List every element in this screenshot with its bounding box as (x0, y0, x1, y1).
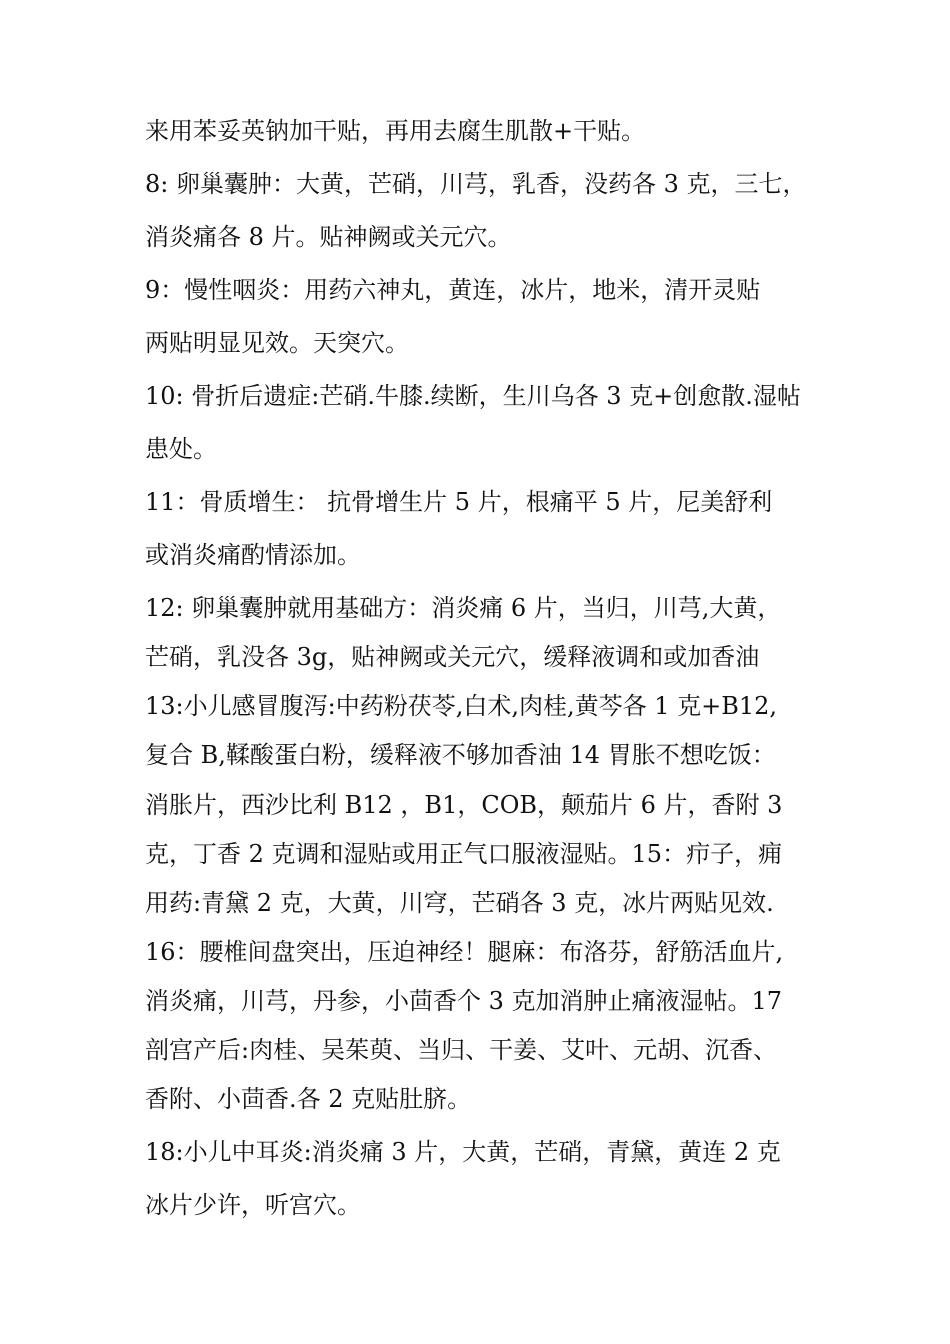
text-line: 消胀片，西沙比利 B12 ，B1，COB，颠茄片 6 片，香附 3 (145, 791, 783, 819)
text-line: 来用苯妥英钠加干贴，再用去腐生肌散+干贴。 (145, 117, 646, 145)
text-line: 芒硝，乳没各 3g，贴神阙或关元穴，缓释液调和或加香油 (145, 643, 760, 671)
text-line: 患处。 (145, 435, 217, 463)
text-line: 复合 B,鞣酸蛋白粉，缓释液不够加香油 14 胃胀不想吃饭： (145, 741, 776, 769)
text-line: 12: 卵巢囊肿就用基础方：消炎痛 6 片，当归，川芎,大黄， (145, 594, 782, 622)
text-line: 消炎痛，川芎，丹参，小茴香个 3 克加消肿止痛液湿帖。17 (145, 987, 783, 1015)
text-line: 11：骨质增生： 抗骨增生片 5 片，根痛平 5 片，尼美舒利 (145, 488, 773, 516)
text-line: 10: 骨折后遗症:芒硝.牛膝.续断，生川乌各 3 克+创愈散.湿帖 (145, 382, 801, 410)
text-line: 用药:青黛 2 克，大黄，川穹，芒硝各 3 克，冰片两贴见效. (145, 889, 774, 917)
text-line: 13:小儿感冒腹泻:中药粉茯苓,白术,肉桂,黄芩各 1 克+B12, (145, 692, 778, 720)
text-line: 两贴明显见效。天突穴。 (145, 329, 409, 357)
text-line: 香附、小茴香.各 2 克贴肚脐。 (145, 1085, 472, 1113)
text-line: 克，丁香 2 克调和湿贴或用正气口服液湿贴。15：疖子，痈 (145, 840, 783, 868)
text-line: 剖宫产后:肉桂、吴茱萸、当归、干姜、艾叶、元胡、沉香、 (145, 1036, 778, 1064)
text-line: 8: 卵巢囊肿：大黄，芒硝，川芎，乳香，没药各 3 克，三七， (145, 170, 807, 198)
text-line: 9：慢性咽炎：用药六神丸，黄连，冰片，地米，清开灵贴 (145, 276, 761, 304)
text-line: 消炎痛各 8 片。贴神阙或关元穴。 (145, 223, 512, 251)
text-line: 18:小儿中耳炎:消炎痛 3 片，大黄，芒硝，青黛，黄连 2 克 (145, 1138, 781, 1166)
text-line: 16：腰椎间盘突出，压迫神经！腿麻：布洛芬，舒筋活血片, (145, 938, 784, 966)
text-line: 或消炎痛酌情添加。 (145, 541, 361, 569)
text-line: 冰片少许，听宫穴。 (145, 1191, 361, 1219)
